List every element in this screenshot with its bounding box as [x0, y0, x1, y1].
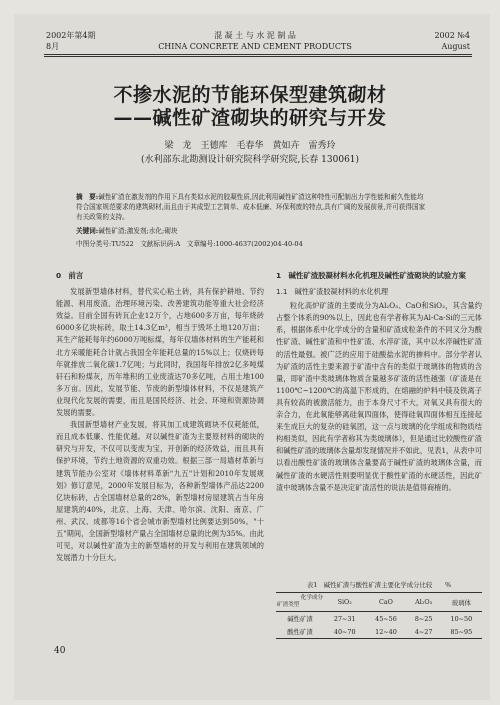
keywords — [76, 225, 428, 235]
header-issue-line2: 8月 — [46, 42, 60, 51]
intro-paragraph-2: 我国新型墙材产业发展，将其加工成建筑砌块不仅耗能低，而且成本低廉、性能优越。对以碱性矿渣为主要原材料的砌块的研究与开发，不仅可以变废为宝，开创新的经济效益，而且具有保护环境，节约土地资源的双重功效。根据三部一局墙材革新与建筑节能办公室对《墙体材料革新"九五"计划和2010年发展规划》修订意见，2000年发展目标为，各种新型墙体产品达2200亿块标砖，占全国墙材总量的28%，新型墙材房屋建筑占当年房屋建筑的40%，北京、上海、天津、哈尔滨、沈阳、南京、广州、武汉、成都等16个省会城市新型墙材比例要达到50%。"十五"期间，全国新型墙材产量占全国墙材总量的比例为35%。由此可见，对以碱性矿渣为主的新型墙材的开发与利用在建筑领域的发展潜力十分巨大。 — [56, 420, 264, 563]
header-issue-en-line1: 2002 №4 — [434, 31, 470, 40]
abstract-text: 碱性矿渣在激发剂的作用下具有类似水泥的胶凝性质,因此利用碱性矿渣这种特性可配制出力学性能和耐久性能均符合国家规范要求的建筑砌材,而且由于其成型工艺简单、成本低廉、环保利废的特点,具有广阔的发展前景,并可获得国家有关政策的支持。 — [76, 193, 426, 221]
left-column — [56, 270, 264, 564]
mechanism-paragraph: 粒化高炉矿渣的主要成分为Al₂O₃、CaO和SiO₂，其含量约占整个体系的90%以上，因此也有学者称其为Al-Ca-Si的三元体系，根据体系中化学成分的含量和矿渣成粒条件的不同又分为酸性矿渣、碱性矿渣和中性矿渣、水淬矿渣，其中以水淬碱性矿渣的活性最强。被广泛的应用于硅酸盐水泥的掺料中。部分学者认为矿渣的活性主要来源于矿渣中含有的类似于玻璃体的物质的含量，即矿渣中类玻璃体物质含量越多矿渣的活性越强（矿渣是在1100℃~1200℃的高温下形成的，在熔融的炉料中镁及铁离子具有较高的被激活能力，由于本身尺寸不大，对氧又具有很大的亲合力，在此氧能够离硅氧四面体，使得硅氧四面体相互连接起来生成巨大的复杂的硅氧团，这一点与玻璃的化学组成和物质结构相类似，因此有学者称其为类玻璃体），但是通过比较酸性矿渣和碱性矿渣的玻璃体含量却发现情况并不如此，见表1，从表中可以看出酸性矿渣的玻璃体含量要高于碱性矿渣的玻璃体含量，而碱性矿渣的水硬活性则要明显优于酸性矿渣的水硬活性，因此矿渣中玻璃体含量不是决定矿渣活性的说法是值得商榷的。 — [276, 301, 482, 492]
corner-top-label: 化学成分 — [300, 595, 324, 601]
table-col-header: CaO — [378, 598, 393, 606]
table-cell: 40~70 — [333, 627, 356, 636]
table-row — [276, 612, 482, 626]
article-subtitle: ——碱性矿渣砌块的研究与开发 — [113, 107, 387, 129]
author-list: 梁 龙 王德库 毛春华 黄如卉 雷秀玲 — [164, 141, 336, 151]
keywords-text: 碱性矿渣;激发剂;水化;砌块 — [98, 227, 178, 235]
table-cell: 45~56 — [375, 614, 397, 623]
header-issue-line1: 2002年第4期 — [46, 31, 96, 40]
table-cell: 4~27 — [414, 627, 433, 636]
classification-line: 中图分类号:TU522 文献标识码:A 文章编号:1000-4637(2002)04-40-04 — [76, 240, 303, 248]
header-journal — [150, 30, 360, 52]
table-corner-cell — [276, 593, 324, 612]
article-title: 不掺水泥的节能环保型建筑砌材 — [113, 84, 387, 106]
table-row-label: 酸性矿渣 — [287, 628, 313, 636]
abstract — [76, 192, 428, 222]
table-caption: 表1 碱性矿渣与酸性矿渣主要化学成分比较 % — [306, 581, 452, 589]
header-issue-en-line2: August — [441, 42, 470, 51]
header-issue — [46, 30, 95, 52]
table-cell: 10~50 — [450, 614, 473, 623]
table-col-header: 玻璃体 — [451, 598, 471, 607]
page-number: 40 — [54, 646, 66, 656]
table-row — [276, 625, 482, 639]
table-row-label: 碱性矿渣 — [287, 615, 313, 623]
right-column — [276, 270, 482, 494]
author-affiliation: (水利部东北勘测设计研究院科学研究院,长春 130061) — [140, 155, 360, 165]
table-col-header: Al₂O₃ — [415, 598, 433, 606]
header-journal-en: CHINA CONCRETE AND CEMENT PRODUCTS — [158, 42, 352, 51]
table-cell: 12~40 — [375, 627, 397, 636]
header-rule-double — [44, 56, 472, 57]
table-1 — [276, 580, 482, 639]
header-journal-cn: 混 凝 土 与 水 泥 制 品 — [214, 31, 296, 40]
section-0-heading: 0 前言 — [56, 271, 84, 280]
table-cell: 27~31 — [333, 614, 356, 623]
keywords-label: 关键词: — [76, 227, 99, 235]
table-cell: 85~95 — [450, 627, 473, 636]
header-issue-en — [434, 30, 470, 52]
table-col-header: SiO₂ — [337, 598, 352, 606]
table-header-row — [276, 593, 482, 612]
corner-bottom-label: 矿渣类型 — [277, 602, 300, 608]
section-1-heading: 1 碱性矿渣胶凝材料水化机理及碱性矿渣砌块的试验方案 — [276, 271, 466, 280]
header-rule — [44, 54, 472, 55]
section-1-1-heading: 1.1 碱性矿渣胶凝材料的水化机理 — [276, 287, 389, 297]
composition-table — [276, 592, 482, 639]
table-cell: 8~25 — [414, 614, 433, 623]
abstract-label: 摘 要: — [76, 193, 99, 201]
intro-paragraph-1: 发展新型墙体材料，替代实心粘土砖，具有保护耕地、节约能源、利用废渣、治理环境污染、改善建筑功能等重大社会经济效益。目前全国有砖瓦企业12万个，占地600多万亩，每年烧砖6000多亿块标砖，取土14.3亿m³，相当于毁坏土地120万亩；其生产能耗每年约6000万吨标煤，每年仅墙体材料的生产能耗和北方采暖能耗合计就占我国全年能耗总量的15%以上；仅烧砖每年就排放二氧化碳1.7亿吨；与此同时，我国每年排放2亿多吨煤矸石和粉煤灰，历年堆积的工业废渣达70多亿吨，占用土地100多万亩。因此，发展节能、节废的新型墙体材料，不仅是建筑产业现代化发展的需要，而且是国民经济、社会、环境和资源协调发展的需要。 — [56, 287, 264, 418]
